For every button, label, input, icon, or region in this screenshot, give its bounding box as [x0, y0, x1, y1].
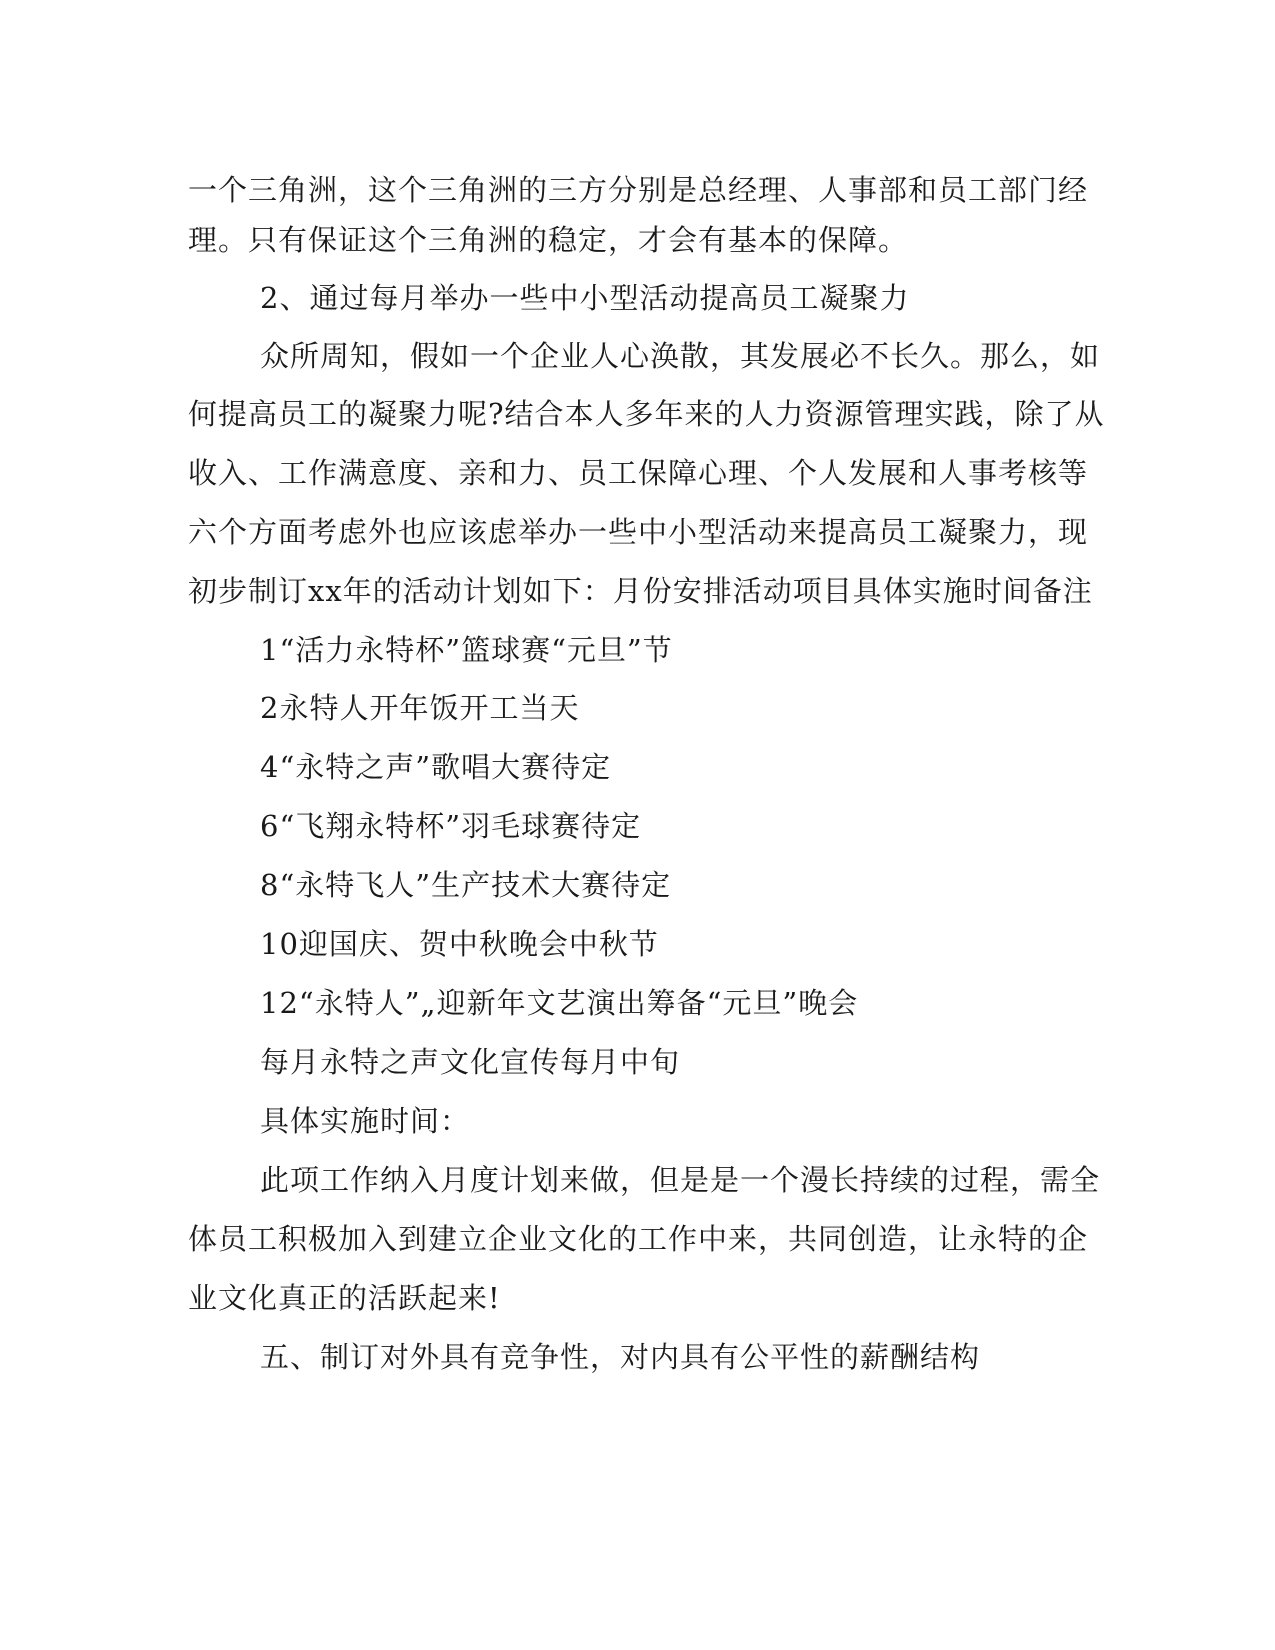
activity-list-item: 8“永特飞人”生产技术大赛待定 [260, 868, 672, 902]
subheading: 具体实施时间： [260, 1104, 471, 1138]
body-text-line: 此项工作纳入月度计划来做，但是是一个漫长持续的过程，需全 [260, 1163, 1101, 1197]
body-text-line: 业文化真正的活跃起来! [188, 1281, 501, 1315]
activity-list-item: 每月永特之声文化宣传每月中旬 [260, 1045, 681, 1079]
activity-list-item: 2永特人开年饭开工当天 [260, 691, 580, 725]
activity-list-item: 10迎国庆、贺中秋晚会中秋节 [260, 927, 659, 961]
body-text-line: 收入、工作满意度、亲和力、员工保障心理、个人发展和人事考核等 [188, 456, 1089, 490]
body-text-line: 体员工积极加入到建立企业文化的工作中来，共同创造，让永特的企 [188, 1222, 1089, 1256]
section-heading: 五、制订对外具有竞争性，对内具有公平性的薪酬结构 [260, 1340, 981, 1374]
activity-list-item: 1“活力永特杯”篮球赛“元旦”节 [260, 633, 673, 667]
activity-list-item: 12“永特人”„迎新年文艺演出筹备“元旦”晚会 [260, 986, 859, 1020]
section-heading: 2、通过每月举办一些中小型活动提高员工凝聚力 [260, 281, 910, 315]
body-text-line: 何提高员工的凝聚力呢?结合本人多年来的人力资源管理实践，除了从 [188, 397, 1105, 431]
body-text-line: 初步制订xx年的活动计划如下：月份安排活动项目具体实施时间备注 [188, 574, 1093, 608]
body-text-line: 六个方面考虑外也应该虑举办一些中小型活动来提高员工凝聚力，现 [188, 515, 1089, 549]
body-text-line: 理。只有保证这个三角洲的稳定，才会有基本的保障。 [188, 223, 909, 257]
activity-list-item: 4“永特之声”歌唱大赛待定 [260, 750, 612, 784]
body-text-line: 一个三角洲，这个三角洲的三方分别是总经理、人事部和员工部门经 [188, 173, 1089, 207]
activity-list-item: 6“飞翔永特杯”羽毛球赛待定 [260, 809, 642, 843]
body-text-line: 众所周知，假如一个企业人心涣散，其发展必不长久。那么，如 [260, 339, 1101, 373]
